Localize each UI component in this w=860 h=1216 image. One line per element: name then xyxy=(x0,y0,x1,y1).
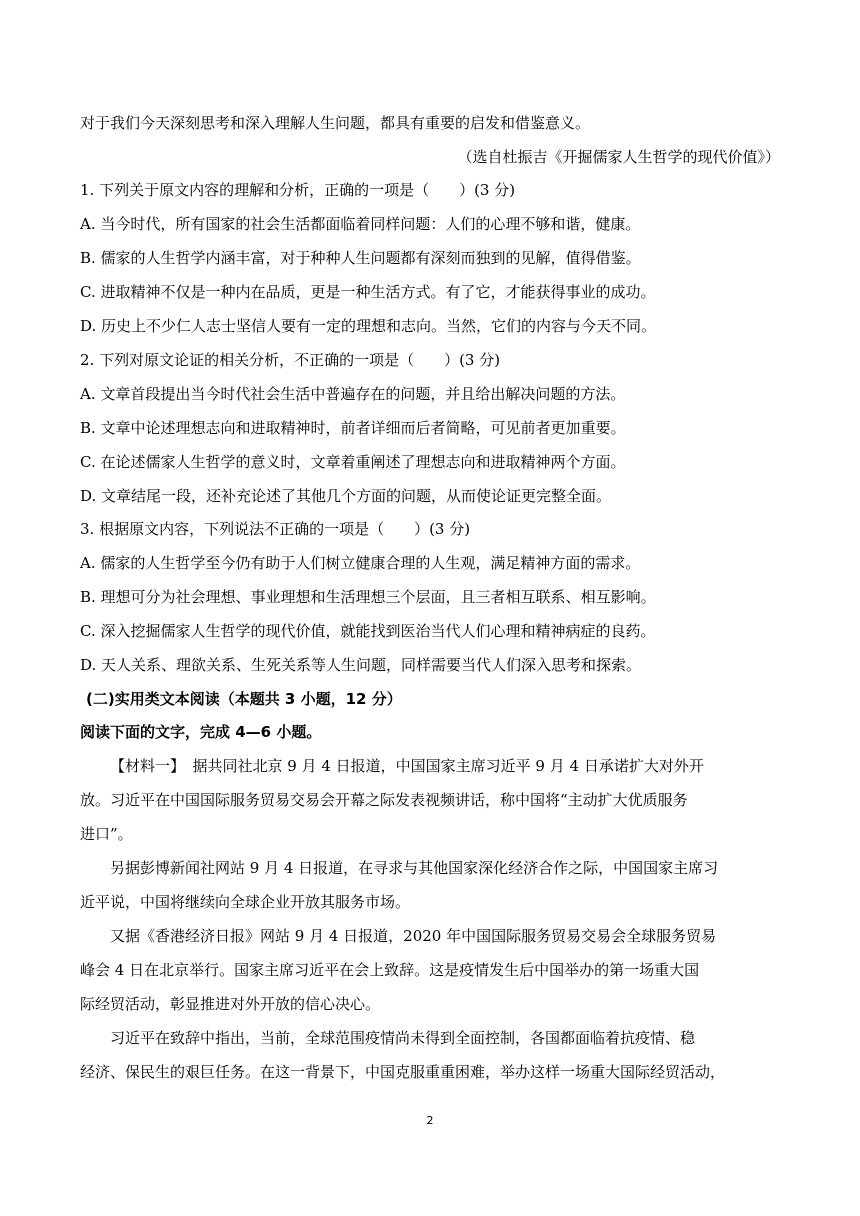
question-3-option-c: C. 深入挖掘儒家人生哲学的现代价值，就能找到医治当代人们心理和精神病症的良药。 xyxy=(80,622,656,640)
material-paragraph-2-line-2: 近平说，中国将继续向全球企业开放其服务市场。 xyxy=(80,893,411,911)
material-paragraph-4-line-1: 习近平在致辞中指出，当前，全球范围疫情尚未得到全面控制，各国都面临着抗疫情、稳 xyxy=(110,1029,696,1047)
material-paragraph-1-line-2: 放。习近平在中国国际服务贸易交易会开幕之际发表视频讲话，称中国将“主动扩大优质服务 xyxy=(80,791,688,809)
section-title: (二)实用类文本阅读（本题共 3 小题，12 分） xyxy=(86,690,402,708)
material-paragraph-2-line-1: 另据彭博新闻社网站 9 月 4 日报道，在寻求与其他国家深化经济合作之际，中国国家主席习 xyxy=(110,859,719,877)
question-1-option-b: B. 儒家的人生哲学内涵丰富，对于种种人生问题都有深刻而独到的见解，值得借鉴。 xyxy=(80,249,641,267)
question-3-option-a: A. 儒家的人生哲学至今仍有助于人们树立健康合理的人生观，满足精神方面的需求。 xyxy=(80,554,641,572)
question-2-option-c: C. 在论述儒家人生哲学的意义时，文章着重阐述了理想志向和进取精神两个方面。 xyxy=(80,453,626,471)
material-paragraph-3-line-1: 又据《香港经济日报》网站 9 月 4 日报道，2020 年中国国际服务贸易交易会全球服务贸易 xyxy=(110,927,717,945)
question-2-option-b: B. 文章中论述理想志向和进取精神时，前者详细而后者简略，可见前者更加重要。 xyxy=(80,419,626,437)
question-3-stem: 3. 根据原文内容，下列说法不正确的一项是（ ）(3 分) xyxy=(80,520,471,538)
question-1-option-a: A. 当今时代，所有国家的社会生活都面临着同样问题：人们的心理不够和谐，健康。 xyxy=(80,215,641,233)
page-number: 2 xyxy=(426,1114,434,1127)
material-paragraph-1-line-3: 进口”。 xyxy=(80,825,133,843)
question-1-option-c: C. 进取精神不仅是一种内在品质，更是一种生活方式。有了它，才能获得事业的成功。 xyxy=(80,283,656,301)
source-citation: （选自杜振吉《开掘儒家人生哲学的现代价值》） xyxy=(457,148,780,166)
question-2-option-d: D. 文章结尾一段，还补充论述了其他几个方面的问题，从而使论证更完整全面。 xyxy=(80,487,612,505)
material-paragraph-3-line-2: 峰会 4 日在北京举行。国家主席习近平在会上致辞。这是疫情发生后中国举办的第一场重大国 xyxy=(80,961,700,979)
material-paragraph-4-line-2: 经济、保民生的艰巨任务。在这一背景下，中国克服重重困难，举办这样一场重大国际经贸活动， xyxy=(80,1063,726,1081)
top-line: 对于我们今天深刻思考和深入理解人生问题，都具有重要的启发和借鉴意义。 xyxy=(80,114,591,132)
question-2-option-a: A. 文章首段提出当今时代社会生活中普遍存在的问题，并且给出解决问题的方法。 xyxy=(80,385,626,403)
material-paragraph-1-line-1: 【材料一】 据共同社北京 9 月 4 日报道，中国国家主席习近平 9 月 4 日承诺扩大对外开 xyxy=(110,757,704,775)
question-3-option-d: D. 天人关系、理欲关系、生死关系等人生问题，同样需要当代人们深入思考和探索。 xyxy=(80,656,642,674)
reading-instruction: 阅读下面的文字，完成 4—6 小题。 xyxy=(80,723,322,741)
material-paragraph-3-line-3: 际经贸活动，彰显推进对外开放的信心决心。 xyxy=(80,995,381,1013)
question-1-option-d: D. 历史上不少仁人志士坚信人要有一定的理想和志向。当然，它们的内容与今天不同。 xyxy=(80,317,657,335)
question-1-stem: 1. 下列关于原文内容的理解和分析，正确的一项是（ ）(3 分) xyxy=(80,181,516,199)
question-2-stem: 2. 下列对原文论证的相关分析，不正确的一项是（ ）(3 分) xyxy=(80,351,501,369)
question-3-option-b: B. 理想可分为社会理想、事业理想和生活理想三个层面，且三者相互联系、相互影响。 xyxy=(80,588,656,606)
